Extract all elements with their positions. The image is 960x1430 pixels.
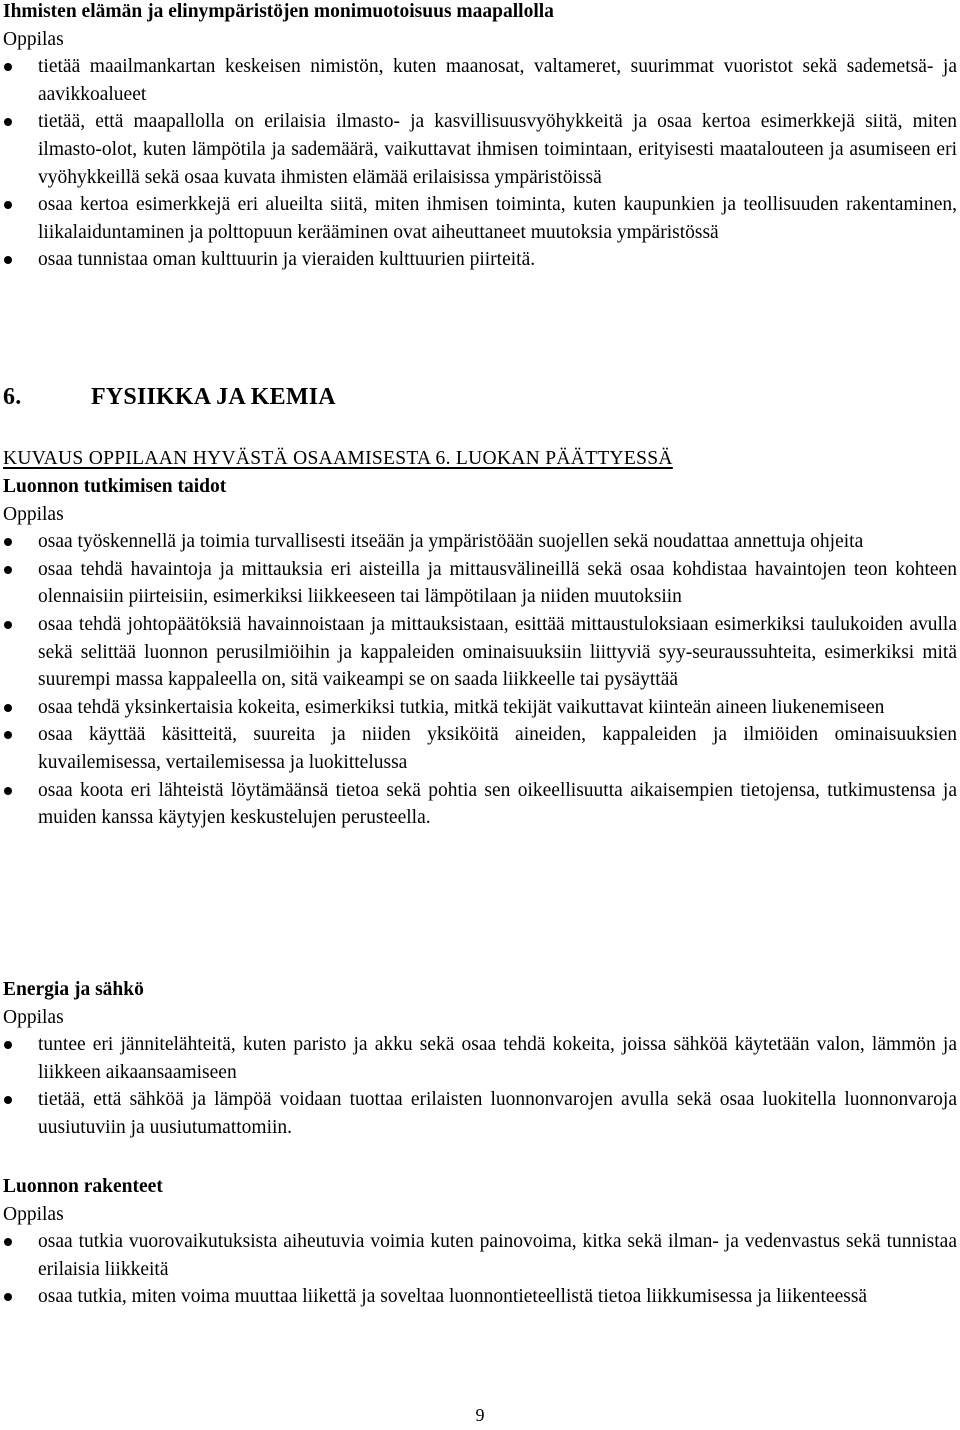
section-lead: Oppilas <box>3 1006 64 1028</box>
bullet-list <box>3 1031 957 1141</box>
list-item: osaa työskennellä ja toimia turvallisesti itseään ja ympäristöään suojellen sekä noudattaa annettuja ohjeita <box>3 528 957 556</box>
bullet-icon <box>4 1096 12 1104</box>
page-number: 9 <box>475 1405 485 1425</box>
bullet-icon <box>4 787 12 795</box>
description-heading: KUVAUS OPPILAAN HYVÄSTÄ OSAAMISESTA 6. LUOKAN PÄÄTTYESSÄ <box>3 448 673 469</box>
section-human-environments <box>3 0 957 274</box>
list-item: osaa tutkia vuorovaikutuksista aiheutuvia voimia kuten painovoima, kitka sekä ilman- ja vedenvastus sekä tunnistaa erilaisia liikkeitä <box>3 1228 957 1283</box>
section-energy-electricity <box>3 976 957 1142</box>
bullet-icon <box>4 1238 12 1246</box>
chapter-name: FYSIIKKA JA KEMIA <box>91 384 336 410</box>
description-block <box>3 445 957 473</box>
section-lead: Oppilas <box>3 28 64 50</box>
chapter-number: 6. <box>3 384 22 410</box>
section-research-skills <box>3 473 957 832</box>
bullet-icon <box>4 566 12 574</box>
list-item: osaa käyttää käsitteitä, suureita ja niiden yksiköitä aineiden, kappaleiden ja ilmiöiden ominaisuuksien kuvailemisessa, vertailemisessa ja luokittelussa <box>3 721 957 776</box>
section-heading: Luonnon rakenteet <box>3 1176 163 1197</box>
list-item: osaa koota eri lähteistä löytämäänsä tietoa sekä pohtia sen oikeellisuutta aikaisempien tietojensa, tutkimustensa ja muiden kanssa käytyjen keskustelujen perusteella. <box>3 777 957 832</box>
bullet-icon <box>4 118 12 126</box>
bullet-icon <box>4 704 12 712</box>
section-heading: Ihmisten elämän ja elinympäristöjen monimuotoisuus maapallolla <box>3 1 554 22</box>
section-heading: Energia ja sähkö <box>3 979 144 1000</box>
list-item: osaa tehdä havaintoja ja mittauksia eri aisteilla ja mittausvälineillä sekä osaa kohdistaa havaintojen teon kohteen olennaisiin piirteisiin, esimerkiksi liikkeeseen tai lämpötilaan ja niiden muutoksiin <box>3 556 957 611</box>
section-natural-structures <box>3 1173 957 1311</box>
bullet-icon <box>4 731 12 739</box>
bullet-list <box>3 53 957 274</box>
list-item: osaa tunnistaa oman kulttuurin ja vieraiden kulttuurien piirteitä. <box>3 246 957 274</box>
bullet-icon <box>4 1041 12 1049</box>
list-item: tuntee eri jännitelähteitä, kuten paristo ja akku sekä osaa tehdä kokeita, joissa sähköä käytetään valon, lämmön ja liikkeen aikaansaamiseen <box>3 1031 957 1086</box>
bullet-list <box>3 1228 957 1311</box>
bullet-icon <box>4 201 12 209</box>
bullet-list <box>3 528 957 832</box>
chapter-title <box>3 380 336 414</box>
bullet-icon <box>4 621 12 629</box>
list-item: osaa tutkia, miten voima muuttaa liikettä ja soveltaa luonnontieteellistä tietoa liikkumisessa ja liikenteessä <box>3 1283 957 1311</box>
bullet-icon <box>4 63 12 71</box>
section-heading: Luonnon tutkimisen taidot <box>3 476 227 497</box>
list-item: tietää maailmankartan keskeisen nimistön, kuten maanosat, valtameret, suurimmat vuoristot sekä sademetsä- ja aavikkoalueet <box>3 53 957 108</box>
list-item: osaa tehdä johtopäätöksiä havainnoistaan ja mittauksistaan, esittää mittaustuloksiaan esimerkiksi taulukoiden avulla sekä selittää luonnon perusilmiöihin ja kappaleiden ominaisuuksiin liittyviä syy-seuraussuhteita, esimerkiksi mitä suurempi massa kappaleella on, sitä vaikeampi se on saada liikkeelle tai pysäyttää <box>3 611 957 694</box>
section-lead: Oppilas <box>3 1203 64 1225</box>
section-lead: Oppilas <box>3 503 64 525</box>
list-item: osaa kertoa esimerkkejä eri alueilta siitä, miten ihmisen toiminta, kuten kaupunkien ja teollisuuden rakentaminen, liikalaiduntaminen ja polttopuun kerääminen ovat aiheuttaneet muutoksia ympäristössä <box>3 191 957 246</box>
list-item: tietää, että maapallolla on erilaisia ilmasto- ja kasvillisuusvyöhykkeitä ja osaa kertoa esimerkkejä siitä, miten ilmasto-olot, kuten lämpötila ja sademäärä, vaikuttavat ihmisen toimintaan, erityisesti maatalouteen ja asumiseen eri vyöhykkeillä sekä osaa kuvata ihmisten elämää erilaisissa ympäristöissä <box>3 108 957 191</box>
bullet-icon <box>4 256 12 264</box>
list-item: osaa tehdä yksinkertaisia kokeita, esimerkiksi tutkia, mitkä tekijät vaikuttavat kiinteän aineen liukenemiseen <box>3 694 957 722</box>
list-item: tietää, että sähköä ja lämpöä voidaan tuottaa erilaisten luonnonvarojen avulla sekä osaa luokitella luonnonvaroja uusiutuviin ja uusiutumattomiin. <box>3 1086 957 1141</box>
bullet-icon <box>4 538 12 546</box>
bullet-icon <box>4 1293 12 1301</box>
